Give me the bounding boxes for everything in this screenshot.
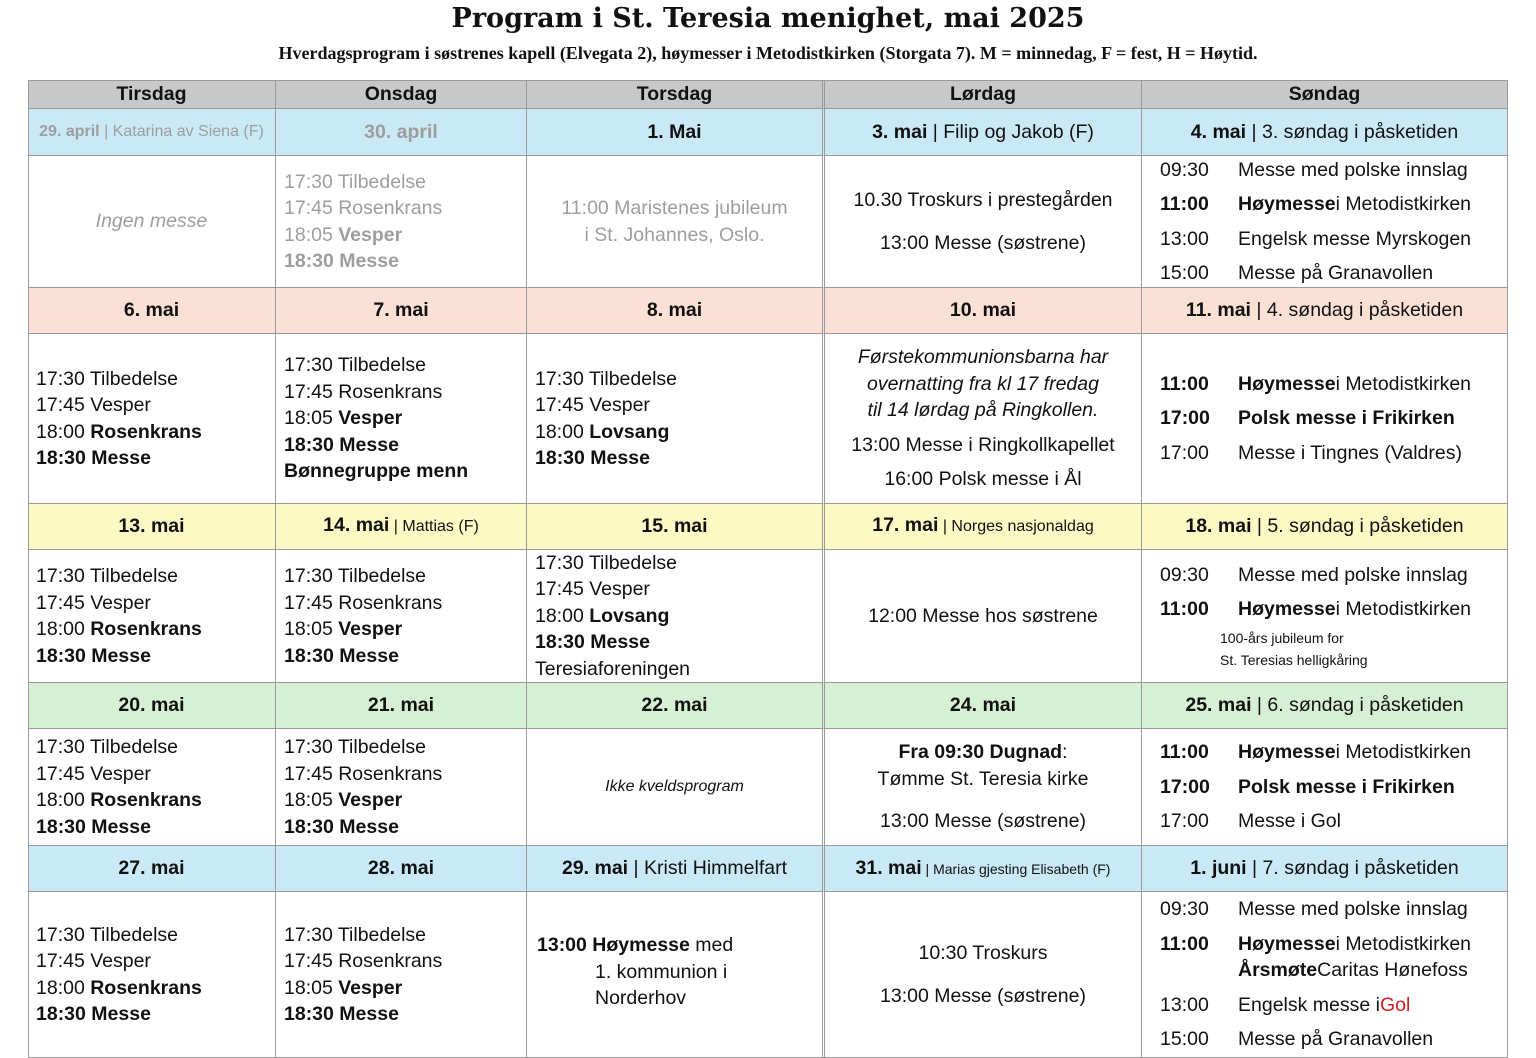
date-label: 27. mai <box>118 857 185 880</box>
event-name: Årsmøte <box>1238 959 1318 982</box>
day-cell <box>276 156 527 288</box>
event-line: 17:45 Vesper <box>36 591 151 614</box>
event-time: 09:30 <box>1160 563 1209 586</box>
event-time: 18:00 <box>535 604 590 627</box>
day-cell <box>28 156 276 288</box>
event-name: Vesper <box>338 789 403 811</box>
event-name: Messe i Tingnes (Valdres) <box>1238 441 1462 464</box>
event-line: 13:00 Messe (søstrene) <box>880 810 1086 833</box>
event-note: Førstekommunionsbarna har <box>857 346 1109 369</box>
event-note: 100-års jubileum for <box>1220 629 1344 646</box>
day-cell <box>527 156 825 288</box>
day-cell <box>1142 334 1508 504</box>
day-cell <box>28 729 276 846</box>
date-cell <box>825 288 1142 334</box>
date-cell <box>276 504 527 550</box>
event-line: 17:30 Tilbedelse <box>36 367 179 390</box>
day-cell <box>527 550 825 683</box>
event-line: 17:30 Tilbedelse <box>284 354 427 377</box>
event-place: i Metodistkirken <box>1335 932 1472 955</box>
event-name: Messe med polske innslag <box>1238 898 1468 921</box>
event-place: i Metodistkirken <box>1335 372 1472 395</box>
event-time: 18:05 <box>284 407 339 430</box>
event-line: 18:30 Messe <box>36 1003 151 1025</box>
event-line: 18:30 Messe <box>36 815 151 838</box>
day-cell <box>276 334 527 504</box>
date-cell <box>825 683 1142 729</box>
date-label: 24. mai <box>949 694 1017 717</box>
event-time: 09:30 <box>1160 158 1209 181</box>
event-time: 18:00 <box>535 420 590 443</box>
event-line: 17:45 Rosenkrans <box>284 380 443 403</box>
date-label: 10. mai <box>949 299 1017 322</box>
page-title: Program i St. Teresia menighet, mai 2025 <box>451 3 1085 34</box>
header-thursday: Torsdag <box>527 80 825 109</box>
feast-label: | Marias gjesting Elisabeth (F) <box>921 860 1111 877</box>
event-place: i Metodistkirken <box>1335 598 1472 620</box>
date-label: 3. mai <box>872 120 928 143</box>
event-name: Rosenkrans <box>90 976 202 999</box>
date-cell <box>825 504 1142 550</box>
date-label: 11. mai <box>1185 299 1251 322</box>
event-line: 10:30 Troskurs <box>918 942 1048 964</box>
date-label: 25. mai <box>1185 694 1252 717</box>
date-cell <box>1142 683 1508 729</box>
event-line: 10.30 Troskurs i prestegården <box>853 189 1113 211</box>
event-name: Lovsang <box>589 604 670 627</box>
date-cell <box>527 109 825 156</box>
event-note: St. Teresias helligkåring <box>1220 651 1368 668</box>
event-name: Messe i Gol <box>1238 810 1341 833</box>
event-time: 17:00 <box>1160 441 1209 464</box>
event-name: Engelsk messe i <box>1238 993 1380 1016</box>
event-time: 18:00 <box>36 618 91 640</box>
event-name: Engelsk messe Myrskogen <box>1238 227 1472 250</box>
page-subtitle: Hverdagsprogram i søstrenes kapell (Elvegata 2), høymesser i Metodistkirken (Storgata 7). M = minnedag, F = fest, H = Høytid. <box>278 43 1258 63</box>
event-line: 17:30 Tilbedelse <box>535 367 678 390</box>
event-text: Ikke kveldsprogram <box>605 777 744 795</box>
event-suffix: med <box>689 934 734 956</box>
event-line: 16:00 Polsk messe i Ål <box>884 468 1082 491</box>
event-place: i Metodistkirken <box>1335 741 1472 764</box>
event-line: Tømme St. Teresia kirke <box>877 767 1089 790</box>
event-name: Høymesse <box>1238 372 1336 395</box>
event-line: 17:45 Rosenkrans <box>284 197 443 219</box>
date-cell <box>527 288 825 334</box>
event-time: 18:00 <box>36 789 91 811</box>
day-cell <box>28 892 276 1058</box>
event-line: 17:30 Tilbedelse <box>284 565 427 587</box>
event-time: 18:05 <box>284 976 339 999</box>
event-name: Messe på Granavollen <box>1238 1028 1434 1051</box>
event-line: 18:30 Messe <box>36 447 151 469</box>
day-cell <box>276 892 527 1058</box>
day-cell <box>28 334 276 504</box>
event-name: Fra 09:30 Dugnad <box>898 741 1063 764</box>
feast-label: | 5. søndag i påsketiden <box>1251 515 1464 538</box>
header-wednesday: Onsdag <box>276 80 527 109</box>
event-time: 18:05 <box>284 223 339 246</box>
event-line: 18:30 Messe <box>284 1003 399 1025</box>
date-cell <box>28 846 276 892</box>
day-cell <box>1142 729 1508 846</box>
event-line: 17:30 Tilbedelse <box>36 923 179 946</box>
event-name: Messe på Granavollen <box>1238 262 1434 284</box>
feast-label: | 3. søndag i påsketiden <box>1246 120 1459 143</box>
event-line: 17:45 Rosenkrans <box>284 950 443 972</box>
event-time: 17:00 <box>1160 810 1209 833</box>
event-line: Norderhov <box>595 987 687 1009</box>
event-line: 12:00 Messe hos søstrene <box>868 604 1098 627</box>
feast-label: | Filip og Jakob (F) <box>927 120 1094 143</box>
event-line: 13:00 Messe (søstrene) <box>880 231 1086 254</box>
event-name: Polsk messe i Frikirken <box>1238 407 1455 430</box>
day-cell <box>527 892 825 1058</box>
event-name: Høymesse <box>1238 193 1336 215</box>
date-cell <box>825 846 1142 892</box>
feast-label: | 6. søndag i påsketiden <box>1251 694 1464 717</box>
date-cell <box>1142 846 1508 892</box>
day-cell <box>527 729 825 846</box>
event-time: 15:00 <box>1160 1028 1209 1051</box>
event-time: 11:00 <box>1160 193 1209 215</box>
event-line: Teresiaforeningen <box>535 657 691 680</box>
event-line: 17:30 Tilbedelse <box>535 551 678 574</box>
date-label: 28. mai <box>367 857 435 880</box>
event-line: 18:30 Messe <box>284 433 399 456</box>
event-name: Vesper <box>338 618 403 640</box>
event-time: 13:00 <box>1160 993 1209 1016</box>
day-cell <box>527 334 825 504</box>
event-line: 17:45 Vesper <box>36 394 151 416</box>
day-cell <box>825 334 1142 504</box>
event-name: Messe med polske innslag <box>1238 563 1468 586</box>
day-cell <box>1142 550 1508 683</box>
event-place: i Metodistkirken <box>1335 193 1472 215</box>
day-cell <box>276 729 527 846</box>
date-label: 4. mai <box>1190 120 1247 143</box>
schedule-table <box>28 80 1508 1058</box>
header-saturday: Lørdag <box>825 80 1142 109</box>
date-label: 30. april <box>364 120 438 143</box>
date-label: 14. mai <box>323 514 390 537</box>
date-cell <box>1142 504 1508 550</box>
date-label: 17. mai <box>872 514 939 537</box>
event-line: 17:30 Tilbedelse <box>284 923 427 946</box>
feast-label: | Kristi Himmelfart <box>628 857 788 880</box>
date-cell <box>276 109 527 156</box>
event-name: Rosenkrans <box>90 789 202 811</box>
event-name: Polsk messe i Frikirken <box>1238 775 1455 798</box>
event-line: 13:00 Messe (søstrene) <box>880 984 1086 1007</box>
event-note: overnatting fra kl 17 fredag <box>867 372 1099 395</box>
header-sunday: Søndag <box>1142 80 1508 109</box>
event-name: Lovsang <box>589 420 670 443</box>
day-cell <box>276 550 527 683</box>
feast-label: | 7. søndag i påsketiden <box>1246 857 1459 880</box>
day-cell <box>1142 156 1508 288</box>
event-name: Vesper <box>338 223 403 246</box>
event-line: 11:00 Maristenes jubileum <box>561 197 788 219</box>
date-cell <box>527 504 825 550</box>
date-label: 29. april <box>39 122 100 140</box>
date-cell <box>825 109 1142 156</box>
event-name: Vesper <box>338 976 403 999</box>
event-text: Ingen messe <box>95 210 208 233</box>
date-cell <box>1142 288 1508 334</box>
event-line: 17:30 Tilbedelse <box>284 170 427 193</box>
event-time: 11:00 <box>1160 932 1209 955</box>
day-cell <box>825 550 1142 683</box>
event-line: 17:45 Rosenkrans <box>284 762 443 785</box>
date-label: 13. mai <box>118 515 185 538</box>
feast-label: | Katarina av Siena (F) <box>99 122 264 140</box>
event-line: 18:30 Messe <box>284 815 399 838</box>
event-line: 18:30 Messe <box>535 447 650 469</box>
date-cell <box>28 109 276 156</box>
event-line: 13:00 Messe i Ringkollkapellet <box>851 433 1115 456</box>
day-cell <box>825 729 1142 846</box>
event-time: 09:30 <box>1160 898 1209 921</box>
event-place: Gol <box>1379 993 1411 1016</box>
day-cell <box>1142 892 1508 1058</box>
date-cell <box>276 683 527 729</box>
date-label: 7. mai <box>373 299 429 322</box>
event-line: 17:30 Tilbedelse <box>284 736 427 758</box>
feast-label: | Norges nasjonaldag <box>938 518 1094 536</box>
event-punct: : <box>1062 741 1068 764</box>
event-time: 13:00 <box>1160 227 1209 250</box>
event-line: 1. kommunion i <box>595 960 728 983</box>
event-time: 17:00 <box>1160 775 1210 798</box>
event-line: 17:30 Tilbedelse <box>36 565 179 587</box>
event-name: Vesper <box>338 407 403 430</box>
event-time: 11:00 <box>1160 741 1209 764</box>
event-name: Høymesse <box>1238 932 1336 955</box>
date-cell <box>28 683 276 729</box>
event-time: 17:00 <box>1160 407 1210 430</box>
event-time: 18:00 <box>36 420 91 443</box>
event-name: Rosenkrans <box>90 618 202 640</box>
event-time: 18:05 <box>284 618 339 640</box>
date-label: 15. mai <box>641 515 708 538</box>
event-line: 17:30 Tilbedelse <box>36 736 179 758</box>
event-line: i St. Johannes, Oslo. <box>584 223 765 246</box>
event-line: 18:30 Messe <box>284 644 399 667</box>
day-cell <box>825 892 1142 1058</box>
header-tuesday: Tirsdag <box>28 80 276 109</box>
event-name: Høymesse <box>1238 741 1336 764</box>
event-time: 18:00 <box>36 976 91 999</box>
date-cell <box>527 846 825 892</box>
event-line: 17:45 Vesper <box>36 950 151 972</box>
event-line: 17:45 Rosenkrans <box>284 591 443 614</box>
date-cell <box>527 683 825 729</box>
date-label: 31. mai <box>855 856 922 879</box>
date-label: 21. mai <box>367 694 435 717</box>
event-name: Messe med polske innslag <box>1238 158 1468 181</box>
event-line: 17:45 Vesper <box>36 762 151 785</box>
day-cell <box>28 550 276 683</box>
day-cell <box>825 156 1142 288</box>
event-name: 13:00 Høymesse <box>537 934 690 956</box>
date-label: 1. juni <box>1190 857 1247 880</box>
event-note: til 14 lørdag på Ringkollen. <box>867 399 1099 422</box>
date-cell <box>28 504 276 550</box>
date-label: 20. mai <box>118 694 185 717</box>
event-line: 18:30 Messe <box>535 631 650 654</box>
date-cell <box>1142 109 1508 156</box>
feast-label: | 4. søndag i påsketiden <box>1250 299 1464 322</box>
date-label: 18. mai <box>1185 515 1252 538</box>
feast-label: | Mattias (F) <box>389 518 479 536</box>
event-time: 11:00 <box>1160 598 1209 620</box>
event-place: Caritas Hønefoss <box>1317 959 1468 982</box>
date-label: 8. mai <box>646 299 703 322</box>
date-cell <box>28 288 276 334</box>
date-label: 6. mai <box>123 299 180 322</box>
date-label: 22. mai <box>641 694 708 717</box>
event-time: 18:05 <box>284 789 339 811</box>
event-line: 17:45 Vesper <box>535 578 650 601</box>
date-cell <box>276 288 527 334</box>
event-time: 15:00 <box>1160 262 1209 284</box>
event-name: Rosenkrans <box>90 420 202 443</box>
date-label: 1. Mai <box>647 120 702 143</box>
event-line: 18:30 Messe <box>284 250 399 272</box>
event-name: Høymesse <box>1238 598 1336 620</box>
date-label: 29. mai <box>561 857 629 880</box>
event-line: 18:30 Messe <box>36 644 151 667</box>
event-line: 17:45 Vesper <box>535 394 650 416</box>
date-cell <box>276 846 527 892</box>
event-time: 11:00 <box>1160 372 1209 395</box>
event-line: Bønnegruppe menn <box>284 460 469 483</box>
